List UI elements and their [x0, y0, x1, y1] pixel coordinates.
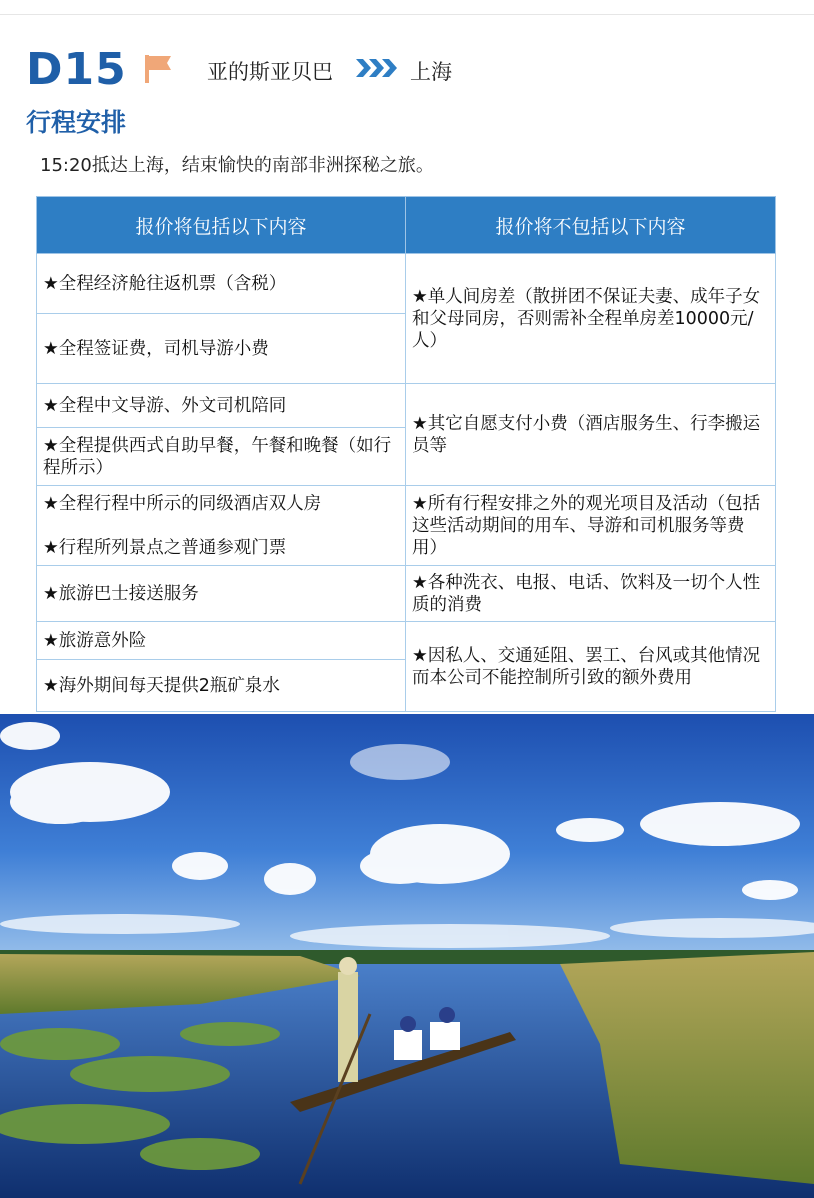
- table-row: [37, 566, 776, 622]
- included-item: ★旅游巴士接送服务: [37, 566, 406, 622]
- table-row: [37, 384, 776, 428]
- excluded-item: ★单人间房差（散拼团不保证夫妻、成年子女和父母同房，否则需补全程单房差10000元/人）: [406, 254, 776, 384]
- included-item: ★旅游意外险: [37, 622, 406, 660]
- table-row: [37, 486, 776, 566]
- included-item: [37, 486, 406, 566]
- flag-icon: [143, 54, 173, 84]
- included-header: 报价将包括以下内容: [37, 197, 406, 254]
- included-item: ★全程经济舱往返机票（含税）: [37, 254, 406, 314]
- delta-landscape-photo: [0, 714, 814, 1198]
- table-row: [37, 622, 776, 660]
- double-chevron-right-icon: [355, 57, 399, 79]
- arrival-city: 上海: [410, 60, 452, 84]
- table-header-row: [37, 197, 776, 254]
- included-item-line: ★行程所列景点之普通参观门票: [43, 537, 287, 558]
- table-row: [37, 254, 776, 314]
- section-title: 行程安排: [26, 108, 127, 137]
- excluded-header: 报价将不包括以下内容: [406, 197, 776, 254]
- included-item: ★全程提供西式自助早餐，午餐和晚餐（如行程所示）: [37, 428, 406, 486]
- inclusion-table: [36, 196, 776, 712]
- included-item: ★全程中文导游、外文司机陪同: [37, 384, 406, 428]
- excluded-item: ★所有行程安排之外的观光项目及活动（包括这些活动期间的用车、导游和司机服务等费用）: [406, 486, 776, 566]
- day-code: D15: [26, 44, 127, 95]
- top-divider: [0, 14, 814, 15]
- excluded-item: ★因私人、交通延阻、罢工、台风或其他情况而本公司不能控制所引致的额外费用: [406, 622, 776, 712]
- included-item-line: ★全程行程中所示的同级酒店双人房: [43, 493, 322, 514]
- departure-city: 亚的斯亚贝巴: [207, 60, 333, 84]
- included-item: ★海外期间每天提供2瓶矿泉水: [37, 660, 406, 712]
- excluded-item: ★各种洗衣、电报、电话、饮料及一切个人性质的消费: [406, 566, 776, 622]
- excluded-item: ★其它自愿支付小费（酒店服务生、行李搬运员等: [406, 384, 776, 486]
- included-item: ★全程签证费，司机导游小费: [37, 314, 406, 384]
- itinerary-summary: 15:20抵达上海，结束愉快的南部非洲探秘之旅。: [40, 155, 434, 176]
